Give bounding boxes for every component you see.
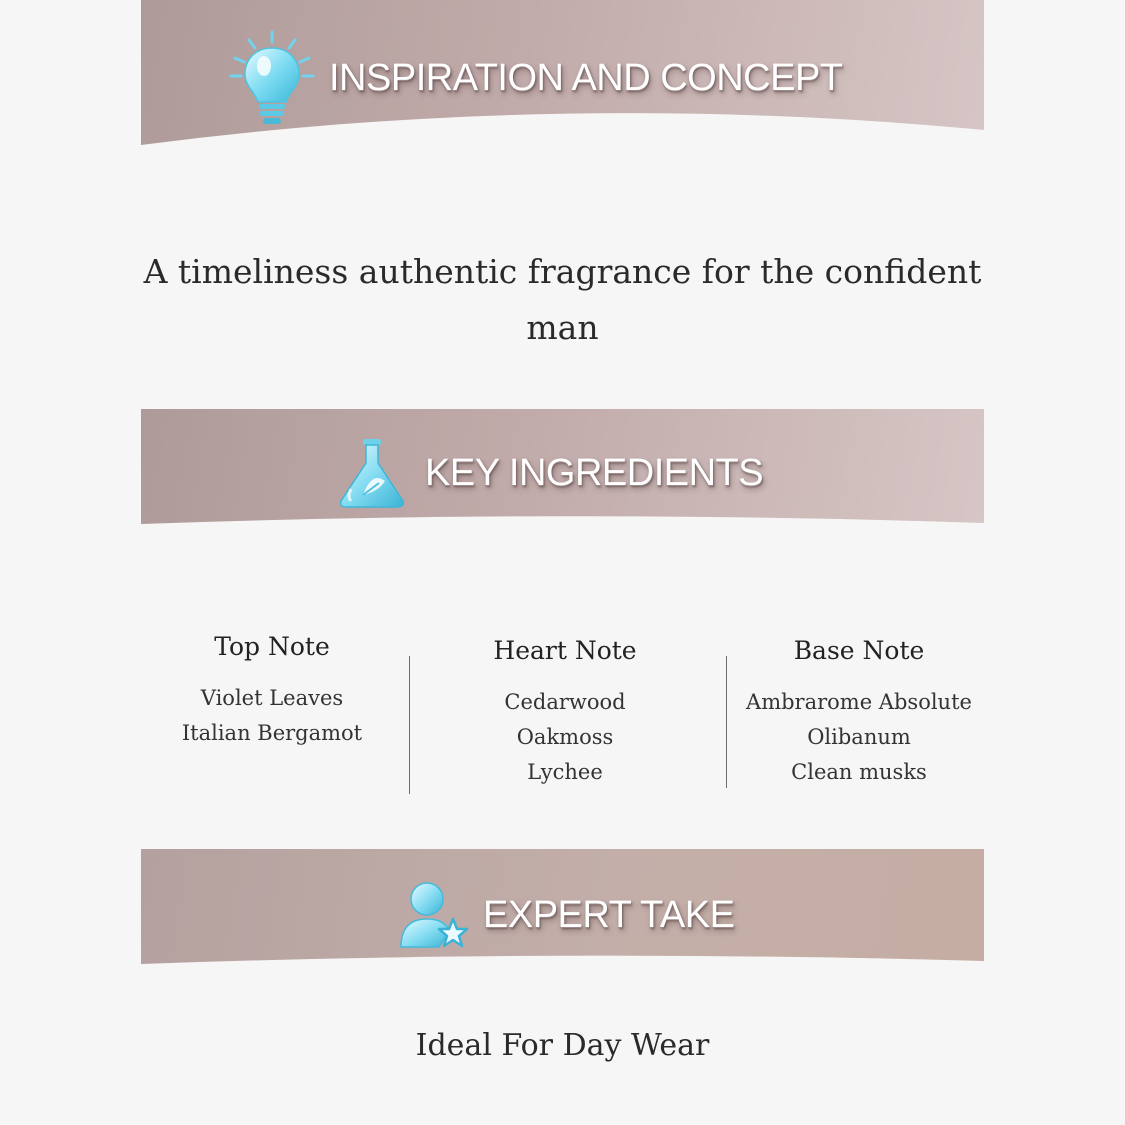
ingredients-banner — [141, 409, 984, 539]
light-bulb-icon — [229, 30, 315, 126]
heart-note-item: Cedarwood — [504, 690, 626, 714]
heart-note-item: Oakmoss — [516, 725, 614, 749]
heart-note-column — [434, 636, 696, 790]
heart-note-heading: Heart Note — [493, 636, 637, 665]
base-note-item: Ambrarome Absolute — [746, 690, 972, 714]
user-star-icon — [399, 879, 469, 951]
inspiration-banner — [141, 0, 984, 175]
base-note-item: Clean musks — [791, 760, 927, 784]
concept-text: A timeliness authentic fragrance for the confident man — [143, 252, 982, 347]
inspiration-title: INSPIRATION AND CONCEPT — [329, 56, 843, 99]
ingredients-title: KEY INGREDIENTS — [425, 451, 764, 494]
expert-banner — [141, 849, 984, 979]
top-note-column — [141, 632, 403, 751]
top-note-item: Violet Leaves — [200, 686, 344, 710]
expert-take-text: Ideal For Day Wear — [415, 1028, 710, 1063]
column-divider — [409, 656, 410, 794]
base-note-column — [732, 636, 986, 790]
top-note-item: Italian Bergamot — [181, 721, 363, 745]
flask-icon — [333, 437, 411, 509]
heart-note-item: Lychee — [527, 760, 603, 784]
top-note-heading: Top Note — [214, 632, 330, 661]
expert-title: EXPERT TAKE — [483, 893, 735, 936]
column-divider — [726, 656, 727, 788]
base-note-heading: Base Note — [793, 636, 925, 665]
base-note-item: Olibanum — [807, 725, 911, 749]
